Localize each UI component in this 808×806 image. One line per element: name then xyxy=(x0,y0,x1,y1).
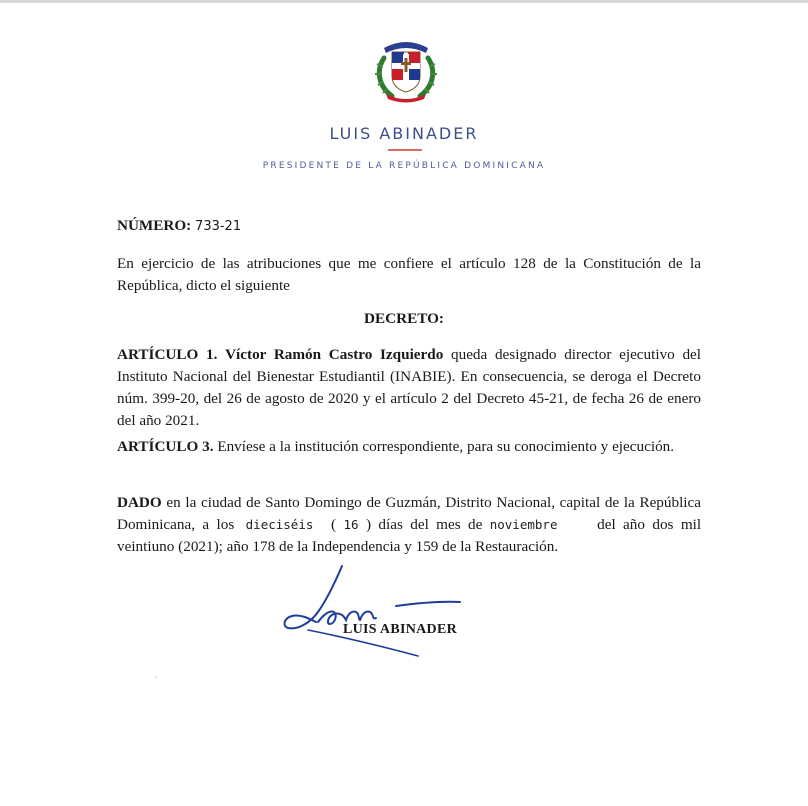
intro-paragraph: En ejercicio de las atribuciones que me confiere el artículo 128 de la Constitución de la República, dicto el siguiente xyxy=(117,255,701,294)
handwritten-signature xyxy=(278,558,478,662)
signatory-name: LUIS ABINADER xyxy=(343,622,457,637)
letterhead-name: LUIS ABINADER xyxy=(329,124,479,143)
article-1-text: queda designado director ejecutivo del Instituto Nacional del Bienestar Estudiantil (INABIE). En consecuencia, se deroga el Decreto núm. 399-20, del 26 de agosto de 2020 y el artículo 2 del Decreto 45-21, de fecha 26 de enero del año 2021. xyxy=(117,346,702,429)
given-text-2: días del mes de xyxy=(378,516,483,533)
article-3-label: ARTÍCULO 3. xyxy=(117,438,214,455)
given-text-1: en la ciudad de Santo Domingo de Guzmán, Distrito Nacional, capital de la República Dominicana, a los xyxy=(117,494,702,533)
article-1-appointee: Víctor Ramón Castro Izquierdo xyxy=(225,346,444,363)
scan-speck xyxy=(155,676,157,678)
coat-of-arms-icon xyxy=(370,32,442,104)
given-paragraph xyxy=(117,492,701,558)
day-paren-open: ( xyxy=(331,516,337,533)
decree-number-value: 733-21 xyxy=(195,219,242,234)
article-3-text: Envíese a la institución correspondiente, para su conocimiento y ejecución. xyxy=(217,438,675,455)
handwritten-day xyxy=(242,514,324,536)
article-1 xyxy=(117,344,701,432)
article-1-label: ARTÍCULO 1. xyxy=(117,346,218,363)
month-written: noviembre xyxy=(489,517,558,532)
top-border xyxy=(0,0,808,3)
given-text-3: del año dos mil veintiuno (2021); año 178 de la Independencia y 159 de la Restauración. xyxy=(117,516,702,555)
letterhead-divider xyxy=(388,149,422,151)
given-label: DADO xyxy=(117,494,162,511)
day-paren-close: ) xyxy=(365,516,371,533)
day-written: dieciséis xyxy=(245,517,314,532)
decree-heading: DECRETO: xyxy=(364,310,444,327)
day-number: 16 xyxy=(343,517,359,532)
article-3 xyxy=(117,436,701,458)
handwritten-month xyxy=(490,514,590,536)
decree-number-label: NÚMERO: xyxy=(117,217,192,234)
letterhead-title: PRESIDENTE DE LA REPÚBLICA DOMINICANA xyxy=(262,161,546,171)
decree-number xyxy=(117,215,701,238)
